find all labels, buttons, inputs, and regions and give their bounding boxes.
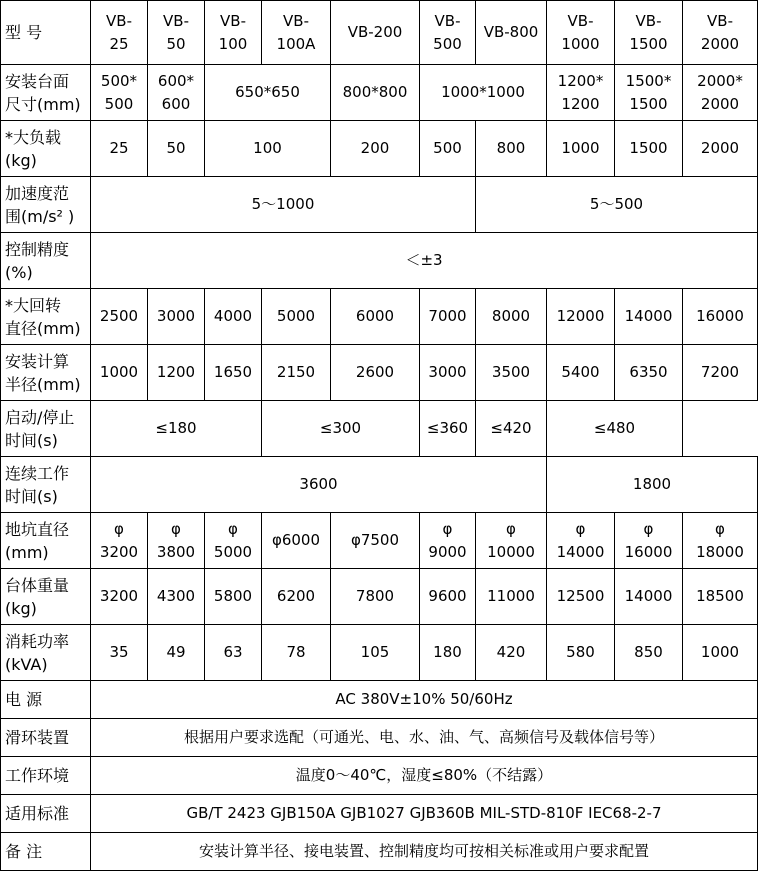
row-label: 启动/停止 时间(s): [1, 401, 91, 457]
row-standards: [1, 795, 758, 833]
table-cell: ≤360: [420, 401, 476, 457]
table-cell: 14000: [615, 289, 683, 345]
table-cell: 7800: [331, 569, 420, 625]
table-cell: 1500: [615, 121, 683, 177]
table-cell: 3000: [148, 289, 205, 345]
table-cell: 2150: [262, 345, 331, 401]
table-cell: 2500: [91, 289, 148, 345]
table-cell: 100: [205, 121, 331, 177]
table-cell: 2000: [683, 121, 758, 177]
table-cell: 1000: [683, 625, 758, 681]
row-label: 控制精度 (%): [1, 233, 91, 289]
table-cell: φ 14000: [547, 513, 615, 569]
row-control-accuracy: [1, 233, 758, 289]
table-cell: 25: [91, 121, 148, 177]
table-cell: 105: [331, 625, 420, 681]
row-start-stop-time: [1, 401, 758, 457]
table-cell: φ7500: [331, 513, 420, 569]
table-cell: VB- 1000: [547, 1, 615, 65]
table-cell: 5～500: [476, 177, 758, 233]
table-cell: 63: [205, 625, 262, 681]
table-cell: 18500: [683, 569, 758, 625]
row-label: 适用标准: [1, 795, 91, 833]
table-cell: 根据用户要求选配（可通光、电、水、油、气、高频信号及载体信号等）: [91, 719, 758, 757]
table-cell: φ 3200: [91, 513, 148, 569]
table-cell: VB- 500: [420, 1, 476, 65]
table-cell: 2000* 2000: [683, 65, 758, 121]
table-cell: 180: [420, 625, 476, 681]
table-cell: ≤300: [262, 401, 420, 457]
row-label: 安装计算 半径(mm): [1, 345, 91, 401]
table-cell: 14000: [615, 569, 683, 625]
table-cell: 4000: [205, 289, 262, 345]
table-cell: 3500: [476, 345, 547, 401]
row-model: [1, 1, 758, 65]
table-cell: 6350: [615, 345, 683, 401]
table-cell: 78: [262, 625, 331, 681]
table-cell: 6000: [331, 289, 420, 345]
table-cell: 200: [331, 121, 420, 177]
table-cell: 7000: [420, 289, 476, 345]
row-weight: [1, 569, 758, 625]
row-power-supply: [1, 681, 758, 719]
table-cell: 650*650: [205, 65, 331, 121]
table-cell: VB- 100: [205, 1, 262, 65]
table-cell: φ 3800: [148, 513, 205, 569]
row-environment: [1, 757, 758, 795]
row-max-load: [1, 121, 758, 177]
table-cell: VB-200: [331, 1, 420, 65]
table-cell: φ6000: [262, 513, 331, 569]
table-cell: 16000: [683, 289, 758, 345]
table-cell: 35: [91, 625, 148, 681]
table-cell: 1200: [148, 345, 205, 401]
table-cell: VB-800: [476, 1, 547, 65]
table-cell: φ 18000: [683, 513, 758, 569]
row-label: 工作环境: [1, 757, 91, 795]
spec-table-body: [1, 1, 758, 871]
table-cell: ≤180: [91, 401, 262, 457]
table-cell: 12500: [547, 569, 615, 625]
table-cell: 3200: [91, 569, 148, 625]
table-cell: VB- 2000: [683, 1, 758, 65]
table-cell: 温度0～40℃，湿度≤80%（不结露）: [91, 757, 758, 795]
table-cell: 1000: [547, 121, 615, 177]
table-cell: 50: [148, 121, 205, 177]
table-cell: 9600: [420, 569, 476, 625]
row-label: *大回转 直径(mm): [1, 289, 91, 345]
row-label: 加速度范 围(m/s² ): [1, 177, 91, 233]
table-cell: VB- 50: [148, 1, 205, 65]
table-cell: 600* 600: [148, 65, 205, 121]
table-cell: 安装计算半径、接电装置、控制精度均可按相关标准或用户要求配置: [91, 833, 758, 871]
table-cell: 850: [615, 625, 683, 681]
table-cell: 2600: [331, 345, 420, 401]
table-cell: 8000: [476, 289, 547, 345]
table-cell: 3600: [91, 457, 547, 513]
table-cell: 580: [547, 625, 615, 681]
table-cell: 420: [476, 625, 547, 681]
row-label: *大负载 (kg): [1, 121, 91, 177]
table-cell: φ 16000: [615, 513, 683, 569]
table-cell: 500* 500: [91, 65, 148, 121]
row-pit-diameter: [1, 513, 758, 569]
table-cell: 1200* 1200: [547, 65, 615, 121]
row-slip-ring: [1, 719, 758, 757]
table-cell: 800: [476, 121, 547, 177]
row-label: 地坑直径 (mm): [1, 513, 91, 569]
row-label: 型 号: [1, 1, 91, 65]
table-cell: φ 9000: [420, 513, 476, 569]
table-cell: 800*800: [331, 65, 420, 121]
table-cell: 5400: [547, 345, 615, 401]
row-install-radius: [1, 345, 758, 401]
table-cell: VB- 25: [91, 1, 148, 65]
row-max-rotation-diameter: [1, 289, 758, 345]
table-cell: 1650: [205, 345, 262, 401]
row-label: 台体重量 (kg): [1, 569, 91, 625]
table-cell: 1800: [547, 457, 758, 513]
table-cell: 7200: [683, 345, 758, 401]
table-cell: 12000: [547, 289, 615, 345]
row-table-size: [1, 65, 758, 121]
row-label: 连续工作 时间(s): [1, 457, 91, 513]
table-cell: 1500* 1500: [615, 65, 683, 121]
table-cell: φ 5000: [205, 513, 262, 569]
row-label: 安装台面 尺寸(mm): [1, 65, 91, 121]
row-continuous-time: [1, 457, 758, 513]
row-label: 电 源: [1, 681, 91, 719]
table-cell: 500: [420, 121, 476, 177]
table-cell: ≤420: [476, 401, 547, 457]
table-cell: 4300: [148, 569, 205, 625]
table-cell: 5～1000: [91, 177, 476, 233]
table-cell: 49: [148, 625, 205, 681]
table-cell: φ 10000: [476, 513, 547, 569]
table-cell: AC 380V±10% 50/60Hz: [91, 681, 758, 719]
row-label: 备 注: [1, 833, 91, 871]
row-label: 消耗功率 (kVA): [1, 625, 91, 681]
table-cell: 5800: [205, 569, 262, 625]
table-cell: ≤480: [547, 401, 683, 457]
table-cell: 11000: [476, 569, 547, 625]
table-cell: VB- 1500: [615, 1, 683, 65]
table-cell: GB/T 2423 GJB150A GJB1027 GJB360B MIL-STD-810F IEC68-2-7: [91, 795, 758, 833]
table-cell: 1000*1000: [420, 65, 547, 121]
table-cell: 6200: [262, 569, 331, 625]
table-cell: 3000: [420, 345, 476, 401]
row-acceleration: [1, 177, 758, 233]
table-cell: VB- 100A: [262, 1, 331, 65]
row-label: 滑环装置: [1, 719, 91, 757]
table-cell: 5000: [262, 289, 331, 345]
row-remarks: [1, 833, 758, 871]
table-cell: 1000: [91, 345, 148, 401]
table-cell: ＜±3: [91, 233, 758, 289]
row-power: [1, 625, 758, 681]
